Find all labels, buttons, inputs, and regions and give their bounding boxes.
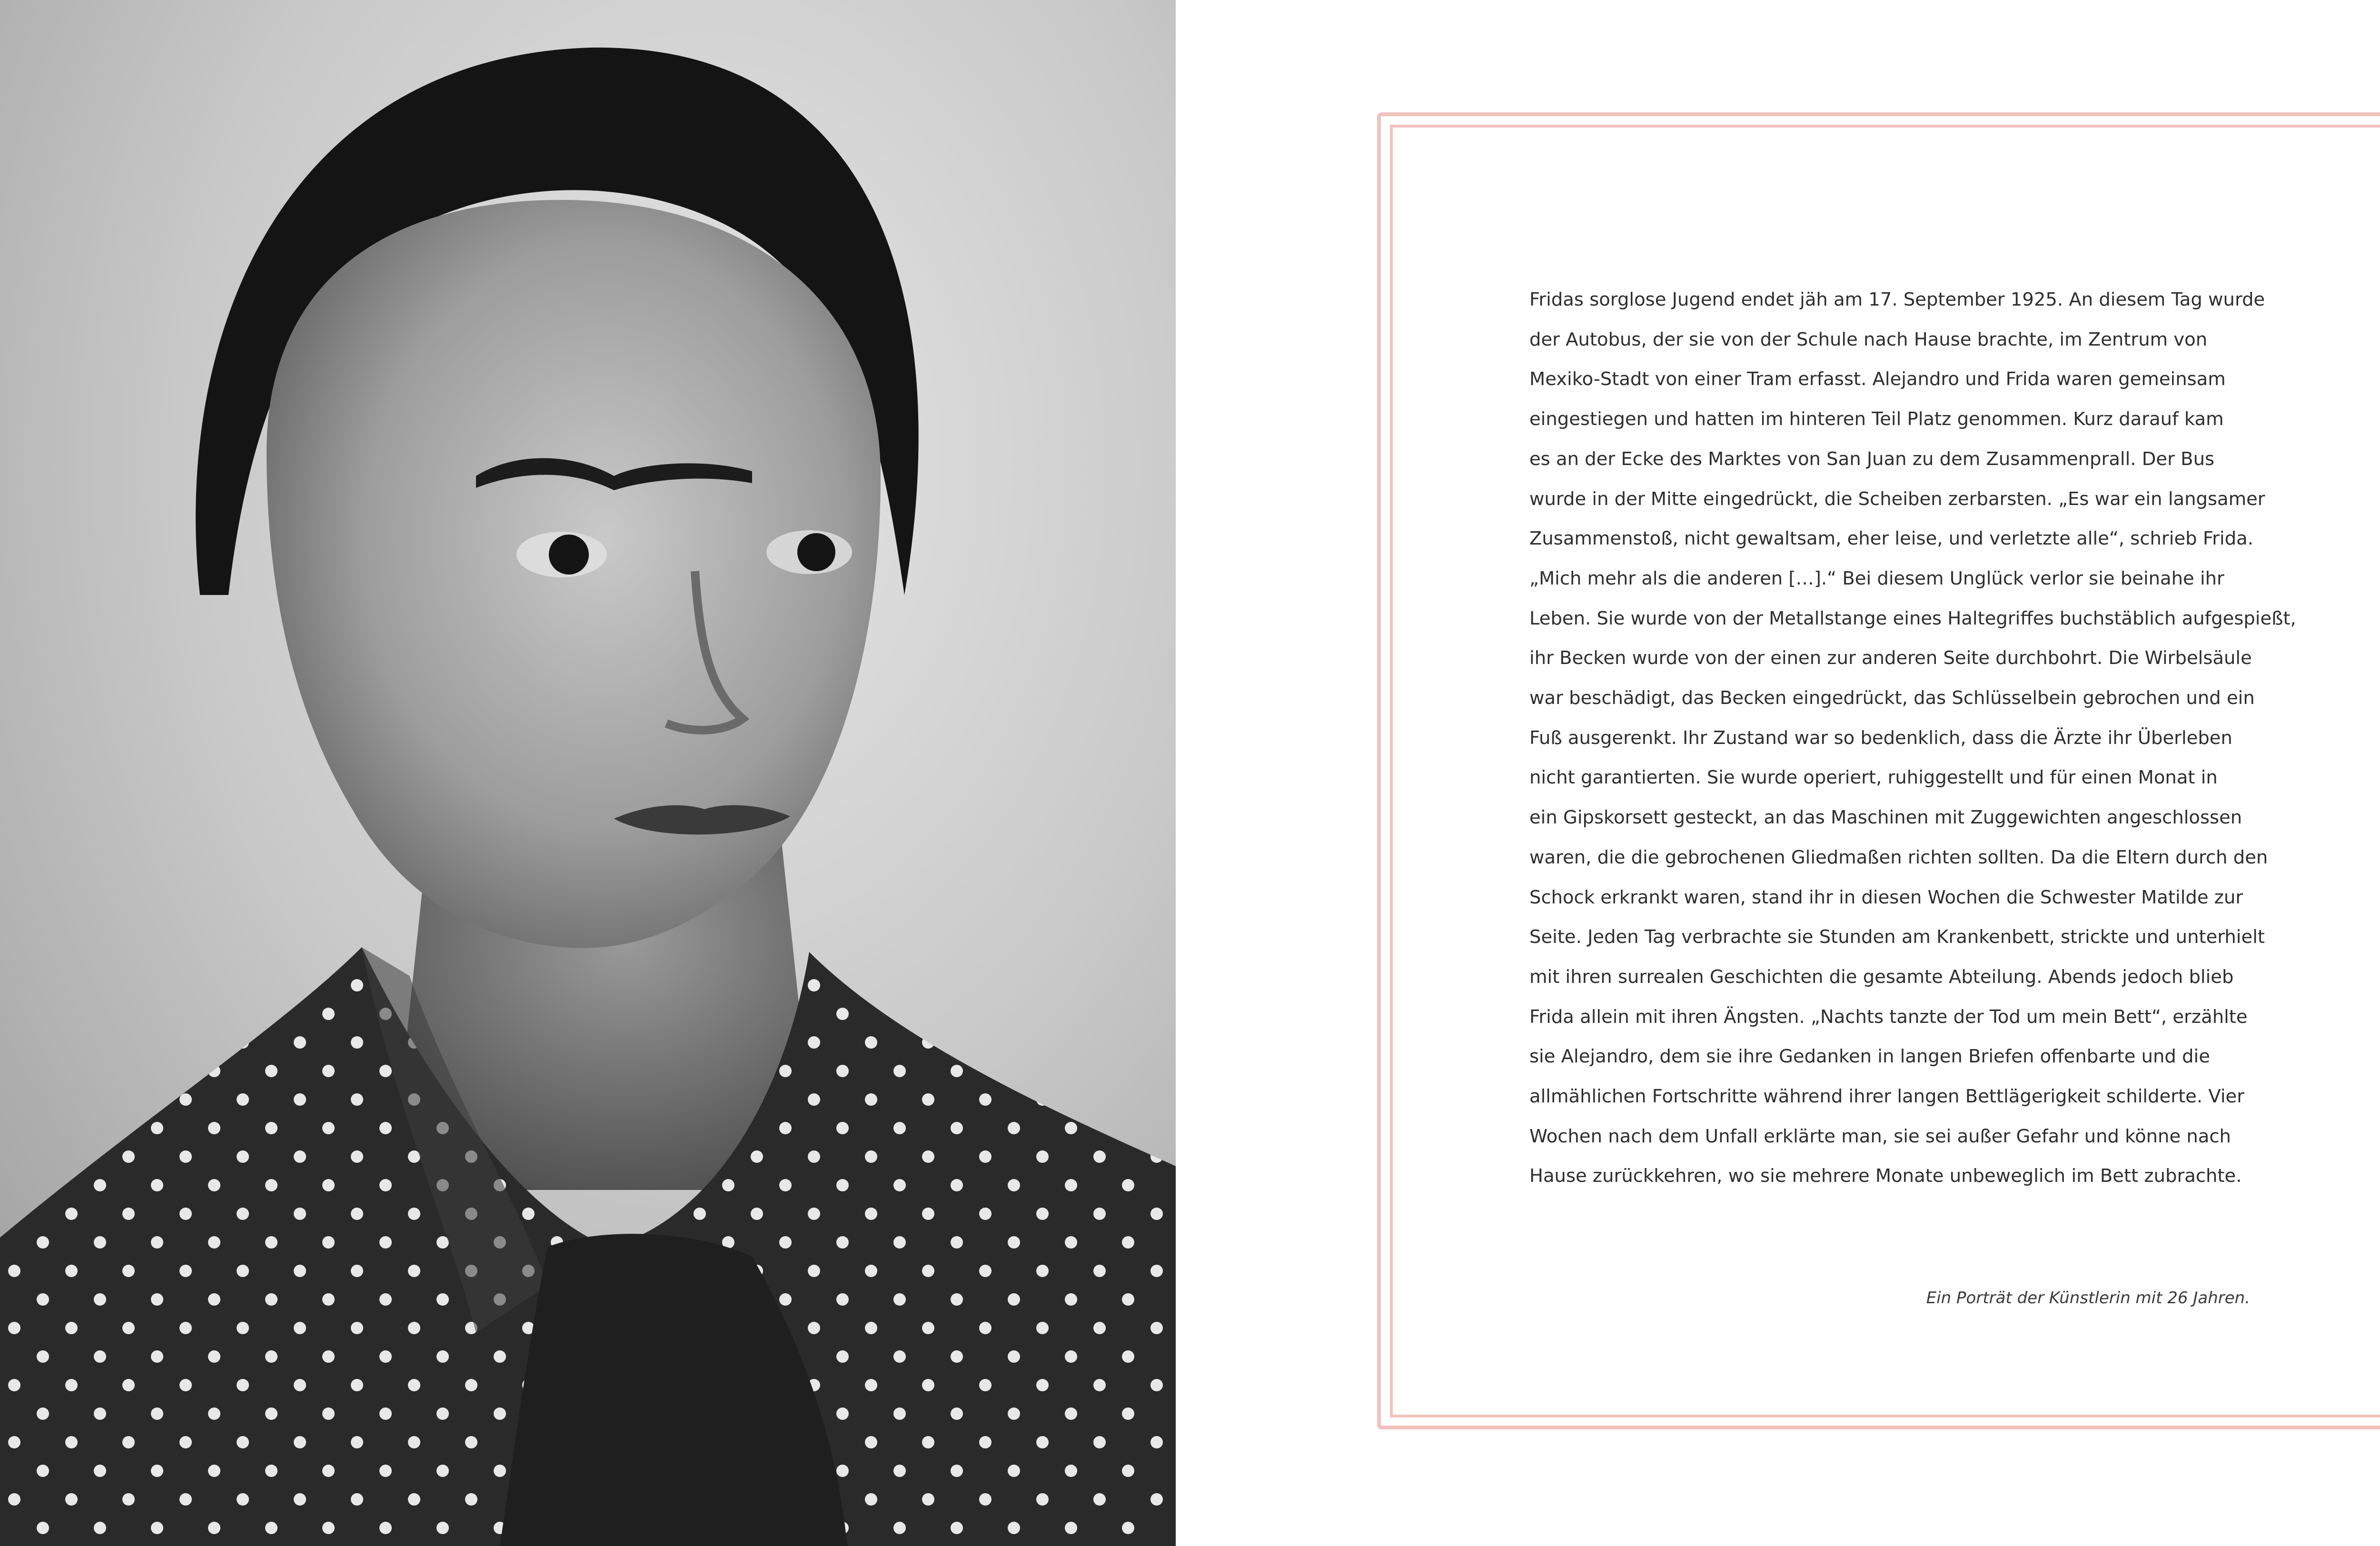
text-line: mit ihren surrealen Geschichten die gesamte Abteilung. Abends jedoch blieb — [1529, 966, 2234, 988]
text-line: war beschädigt, das Becken eingedrückt, das Schlüsselbein gebrochen und ein — [1529, 687, 2255, 709]
text-line: Zusammenstoß, nicht gewaltsam, eher leise, und verletzte alle“, schrieb Frida. — [1529, 528, 2253, 550]
text-line: Seite. Jeden Tag verbrachte sie Stunden am Krankenbett, strickte und unterhielt — [1529, 926, 2265, 948]
text-line: allmählichen Fortschritte während ihrer langen Bettlägerigkeit schilderte. Vier — [1529, 1086, 2245, 1108]
text-line: es an der Ecke des Marktes von San Juan zu dem Zusammenprall. Der Bus — [1529, 448, 2215, 470]
text-line: eingestiegen und hatten im hinteren Teil Platz genommen. Kurz darauf kam — [1529, 408, 2224, 430]
text-line: ihr Becken wurde von der einen zur anderen Seite durchbohrt. Die Wirbelsäule — [1529, 647, 2252, 669]
text-line: der Autobus, der sie von der Schule nach Hause brachte, im Zentrum von — [1529, 328, 2208, 350]
text-line: Schock erkrankt waren, stand ihr in diesen Wochen die Schwester Matilde zur — [1529, 886, 2243, 908]
text-line: Fuß ausgerenkt. Ihr Zustand war so bedenklich, dass die Ärzte ihr Überleben — [1529, 727, 2232, 749]
text-line: Frida allein mit ihren Ängsten. „Nachts tanzte der Tod um mein Bett“, erzählte — [1529, 1006, 2248, 1028]
portrait-photo — [0, 0, 1176, 1546]
text-line: ein Gipskorsett gesteckt, an das Maschinen mit Zuggewichten angeschlossen — [1529, 807, 2242, 829]
body-text — [1529, 280, 2296, 1196]
text-line: „Mich mehr als die anderen […].“ Bei diesem Unglück verlor sie beinahe ihr — [1529, 567, 2224, 589]
text-line: waren, die die gebrochenen Gliedmaßen richten sollten. Da die Eltern durch den — [1529, 846, 2268, 868]
text-line: wurde in der Mitte eingedrückt, die Scheiben zerbarsten. „Es war ein langsamer — [1529, 488, 2265, 510]
text-line: Hause zurückkehren, wo sie mehrere Monate unbeweglich im Bett zubrachte. — [1529, 1165, 2242, 1187]
photo-caption: Ein Porträt der Künstlerin mit 26 Jahren. — [1926, 1288, 2250, 1308]
text-line: Wochen nach dem Unfall erklärte man, sie sei außer Gefahr und könne nach — [1529, 1125, 2231, 1147]
text-line: Leben. Sie wurde von der Metallstange eines Haltegriffes buchstäblich aufgespießt, — [1529, 607, 2296, 629]
text-line: Mexiko-Stadt von einer Tram erfasst. Alejandro und Frida waren gemeinsam — [1529, 368, 2226, 390]
text-line: Fridas sorglose Jugend endet jäh am 17. September 1925. An diesem Tag wurde — [1529, 289, 2265, 310]
text-line: sie Alejandro, dem sie ihre Gedanken in langen Briefen offenbarte und die — [1529, 1046, 2210, 1068]
text-line: nicht garantierten. Sie wurde operiert, ruhiggestellt und für einen Monat in — [1529, 767, 2218, 789]
